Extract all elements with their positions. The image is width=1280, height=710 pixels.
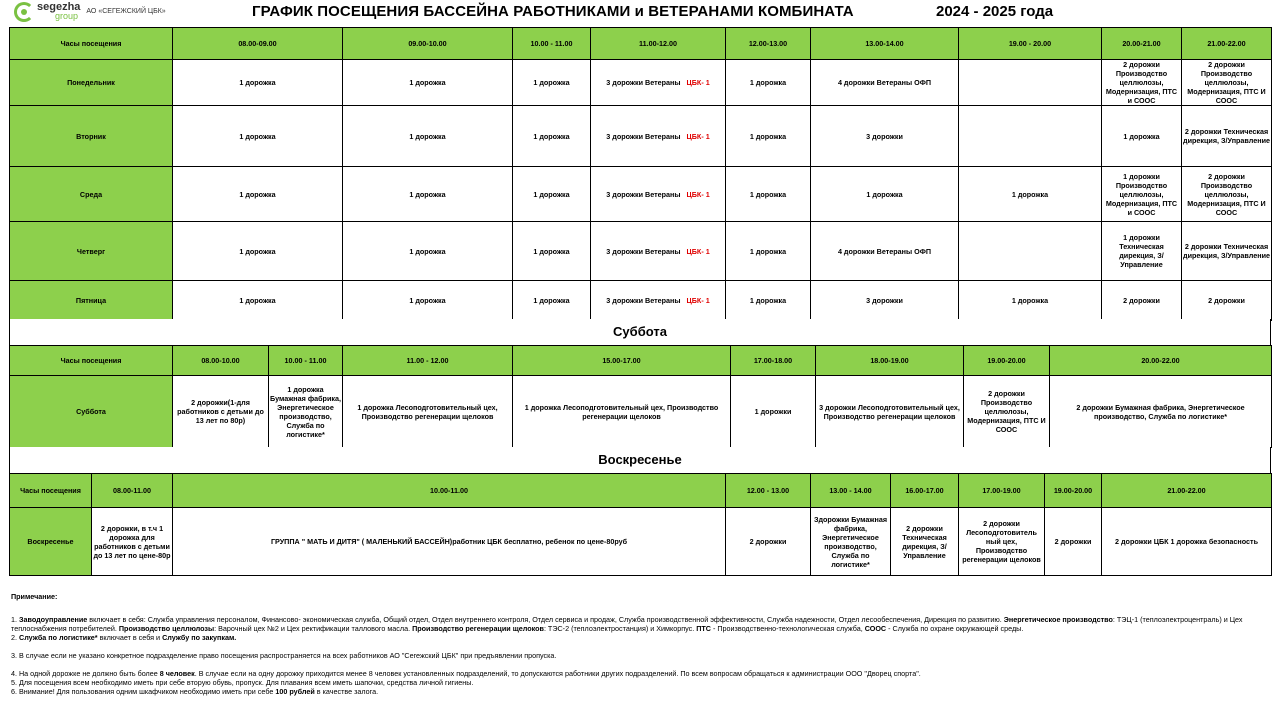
schedule-cell: 3 дорожки	[811, 106, 959, 167]
time-header: 11.00-12.00	[591, 28, 726, 60]
time-header: 19.00-20.00	[964, 346, 1050, 376]
schedule-cell	[959, 60, 1102, 106]
logo-sub: group	[55, 11, 79, 21]
veterans-label: 3 дорожки Ветераны	[606, 296, 681, 305]
table-row	[10, 376, 1272, 448]
note-1: 1. Заводоуправление включает в себя: Служба управления персоналом, Финансово- экономическая служба, Общий отдел, Отдел внутреннего контроля, Отдел сервиса и продаж, Служба производственной эффективности, Служба надежности, Отдел лесообеспечения, Дирекция по развитию. Энергетическое производство: ТЭЦ-1 (теплоэлектроцентраль) и Цех теплоснабжения потребителей. Производство целлюлозы: Варочный цех №2 и Цех ректификации таллового масла. Производство регенерации щелоков: ТЭС-2 (теплоэлектростанция) и Химкорпус. ПТС - Производственно-технологическая служба, СООС - Служба по охране окружающей среды.	[11, 615, 1243, 633]
table-row	[10, 167, 1272, 222]
schedule-cell: 1 дорожка	[513, 167, 591, 222]
schedule-cell: 2 дорожки Производство целлюлозы, Модернизация, ПТС и СООС	[1102, 60, 1182, 106]
logo-name: segezha	[37, 1, 81, 13]
day-label: Воскресенье	[10, 508, 92, 576]
schedule-cell: 1 дорожка	[959, 281, 1102, 321]
time-header: 15.00-17.00	[513, 346, 731, 376]
schedule-cell: 2 дорожки	[1102, 281, 1182, 321]
notes-title: Примечание:	[11, 592, 58, 601]
schedule-cell: 2 дорожки Производство целлюлозы, Модернизация, ПТС И СООС	[964, 376, 1050, 448]
schedule-cell: 2 дорожки Производство целлюлозы, Модернизация, ПТС И СООС	[1182, 60, 1272, 106]
saturday-title: Суббота	[9, 319, 1271, 345]
table-row	[10, 508, 1272, 576]
time-header: 11.00 - 12.00	[343, 346, 513, 376]
time-header: 08.00-09.00	[173, 28, 343, 60]
schedule-cell: 1 дорожка	[173, 281, 343, 321]
time-header: 13.00-14.00	[811, 28, 959, 60]
time-header: 12.00 - 13.00	[726, 474, 811, 508]
schedule-cell: 1 дорожка	[513, 281, 591, 321]
schedule-cell: 2 дорожки	[1045, 508, 1102, 576]
time-header: 18.00-19.00	[816, 346, 964, 376]
weekday-header-row	[10, 28, 1272, 60]
veterans-label: 3 дорожки Ветераны	[606, 189, 681, 199]
saturday-header-row	[10, 346, 1272, 376]
time-header: 10.00 - 11.00	[269, 346, 343, 376]
schedule-cell: 1 дорожка	[173, 167, 343, 222]
schedule-cell: 1 дорожка Бумажная фабрика, Энергетическое производство, Служба по логистике*	[269, 376, 343, 448]
schedule-cell: 2 дорожки Техническая дирекция, З/Управление	[891, 508, 959, 576]
hours-header: Часы посещения	[10, 28, 173, 60]
sunday-header-row	[10, 474, 1272, 508]
note-4: 4. На одной дорожке не должно быть более 8 человек. В случае если на одну дорожку приходится менее 8 человек установленных подразделений, то допускаются работники других подразделений. По всем вопросам обращаться к администрации ООО "Дворец спорта".	[11, 669, 921, 678]
time-header: 19.00-20.00	[1045, 474, 1102, 508]
day-label: Пятница	[10, 281, 173, 321]
schedule-cell: 1 дорожка	[811, 167, 959, 222]
hours-header: Часы посещения	[10, 474, 92, 508]
time-header: 13.00 - 14.00	[811, 474, 891, 508]
notes-section	[11, 592, 1273, 696]
time-header: 08.00-11.00	[92, 474, 173, 508]
schedule-cell: 2 дорожки Техническая дирекция, З/Управление	[1182, 222, 1272, 281]
schedule-cell: 2 дорожки ЦБК 1 дорожка безопасность	[1102, 508, 1272, 576]
cbk-label: ЦБК- 1	[686, 131, 710, 141]
time-header: 19.00 - 20.00	[959, 28, 1102, 60]
schedule-cell: 1 дорожка Лесоподготовительный цех, Производство регенерации щелоков	[513, 376, 731, 448]
note-5: 5. Для посещения всем необходимо иметь при себе вторую обувь, пропуск. Для плавания всем иметь шапочки, средства личной гигиены.	[11, 678, 474, 687]
schedule-cell: 1 дорожка	[513, 222, 591, 281]
cbk-label: ЦБК- 1	[686, 296, 710, 305]
weekday-schedule-table	[9, 27, 1272, 321]
schedule-cell: 4 дорожки Ветераны ОФП	[811, 222, 959, 281]
note-2: 2. Служба по логистике* включает в себя и Службу по закупкам.	[11, 633, 237, 642]
schedule-cell: 2 дорожки Техническая дирекция, З/Управление	[1182, 106, 1272, 167]
time-header: 16.00-17.00	[891, 474, 959, 508]
schedule-cell: 1 дорожка	[726, 281, 811, 321]
veterans-label: 3 дорожки Ветераны	[606, 78, 681, 87]
time-header: 12.00-13.00	[726, 28, 811, 60]
schedule-cell: 3 дорожки Лесоподготовительный цех, Производство регенерации щелоков	[816, 376, 964, 448]
schedule-cell: 1 дорожки Производство целлюлозы, Модернизация, ПТС и СООС	[1102, 167, 1182, 222]
time-header: 17.00-18.00	[731, 346, 816, 376]
table-row	[10, 60, 1272, 106]
time-header: 10.00 - 11.00	[513, 28, 591, 60]
schedule-cell	[591, 60, 726, 106]
day-label: Среда	[10, 167, 173, 222]
schedule-cell: 1 дорожка	[726, 60, 811, 106]
schedule-cell: 1 дорожка	[513, 60, 591, 106]
schedule-cell	[591, 281, 726, 321]
schedule-cell	[591, 106, 726, 167]
schedule-cell	[959, 222, 1102, 281]
schedule-cell: 1 дорожка Лесоподготовительный цех, Производство регенерации щелоков	[343, 376, 513, 448]
company-name: АО «СЕГЕЖСКИЙ ЦБК»	[86, 7, 166, 15]
schedule-cell: 2 дорожки Производство целлюлозы, Модернизация, ПТС И СООС	[1182, 167, 1272, 222]
sunday-title: Воскресенье	[9, 447, 1271, 473]
schedule-cell: 1 дорожка	[173, 106, 343, 167]
sunday-schedule-table	[9, 473, 1272, 576]
page-title: ГРАФИК ПОСЕЩЕНИЯ БАССЕЙНА РАБОТНИКАМИ и ВЕТЕРАНАМИ КОМБИНАТА	[252, 3, 854, 20]
table-row	[10, 222, 1272, 281]
table-row	[10, 281, 1272, 321]
schedule-cell: 1 дорожка	[513, 106, 591, 167]
day-label: Вторник	[10, 106, 173, 167]
schedule-cell: 1 дорожка	[343, 222, 513, 281]
schedule-cell: 2 дорожки(1-для работников с детьми до 13 лет по 80р)	[173, 376, 269, 448]
table-row	[10, 106, 1272, 167]
schedule-cell: 2 дорожки	[726, 508, 811, 576]
schedule-cell: 4 дорожки Ветераны ОФП	[811, 60, 959, 106]
time-header: 20.00-22.00	[1050, 346, 1272, 376]
hours-header: Часы посещения	[10, 346, 173, 376]
schedule-cell: 1 дорожка	[343, 60, 513, 106]
cbk-label: ЦБК- 1	[686, 246, 710, 256]
schedule-cell: 2 дорожки	[1182, 281, 1272, 321]
note-3: 3. В случае если не указано конкретное подразделение право посещения распространяется на всех работников АО "Сегежский ЦБК" при предъявлении пропуска.	[11, 651, 557, 660]
schedule-cell: 1 дорожка	[173, 60, 343, 106]
schedule-cell: 1 дорожка	[343, 106, 513, 167]
cbk-label: ЦБК- 1	[686, 189, 710, 199]
schedule-cell: 1 дорожка	[343, 167, 513, 222]
veterans-label: 3 дорожки Ветераны	[606, 131, 681, 141]
time-header: 20.00-21.00	[1102, 28, 1182, 60]
schedule-cell	[959, 106, 1102, 167]
schedule-cell: 1 дорожка	[1102, 106, 1182, 167]
schedule-cell: Здорожки Бумажная фабрика, Энергетическое производство, Служба по логистике*	[811, 508, 891, 576]
day-label: Суббота	[10, 376, 173, 448]
page-years: 2024 - 2025 года	[936, 3, 1054, 20]
schedule-cell: 1 дорожка	[343, 281, 513, 321]
schedule-cell: 1 дорожка	[959, 167, 1102, 222]
time-header: 21.00-22.00	[1182, 28, 1272, 60]
schedule-cell: 2 дорожки Бумажная фабрика, Энергетическое производство, Служба по логистике*	[1050, 376, 1272, 448]
schedule-cell: 1 дорожка	[173, 222, 343, 281]
time-header: 21.00-22.00	[1102, 474, 1272, 508]
day-label: Понедельник	[10, 60, 173, 106]
schedule-cell: 1 дорожки Техническая дирекция, З/Управление	[1102, 222, 1182, 281]
schedule-cell	[591, 167, 726, 222]
schedule-cell: 2 дорожки Лесоподготовитель ный цех, Производство регенерации щелоков	[959, 508, 1045, 576]
time-header: 09.00-10.00	[343, 28, 513, 60]
time-header: 10.00-11.00	[173, 474, 726, 508]
cbk-label: ЦБК- 1	[686, 78, 710, 87]
schedule-cell: 1 дорожка	[726, 167, 811, 222]
day-label: Четверг	[10, 222, 173, 281]
schedule-cell: 1 дорожка	[726, 222, 811, 281]
time-header: 17.00-19.00	[959, 474, 1045, 508]
schedule-cell: 1 дорожка	[726, 106, 811, 167]
segezha-logo	[14, 2, 166, 22]
schedule-cell: ГРУППА " МАТЬ И ДИТЯ" ( МАЛЕНЬКИЙ БАССЕЙН)работник ЦБК бесплатно, ребенок по цене-80руб	[173, 508, 726, 576]
schedule-cell: 1 дорожки	[731, 376, 816, 448]
segezha-logo-icon	[14, 2, 34, 22]
schedule-cell	[591, 222, 726, 281]
page-header	[0, 0, 1280, 26]
schedule-cell: 2 дорожки, в т.ч 1 дорожка для работников с детьми до 13 лет по цене-80р	[92, 508, 173, 576]
note-6: 6. Внимание! Для пользования одним шкафчиком необходимо иметь при себе 100 рублей в качестве залога.	[11, 687, 379, 696]
time-header: 08.00-10.00	[173, 346, 269, 376]
saturday-schedule-table	[9, 345, 1272, 448]
veterans-label: 3 дорожки Ветераны	[606, 246, 681, 256]
schedule-cell: 3 дорожки	[811, 281, 959, 321]
